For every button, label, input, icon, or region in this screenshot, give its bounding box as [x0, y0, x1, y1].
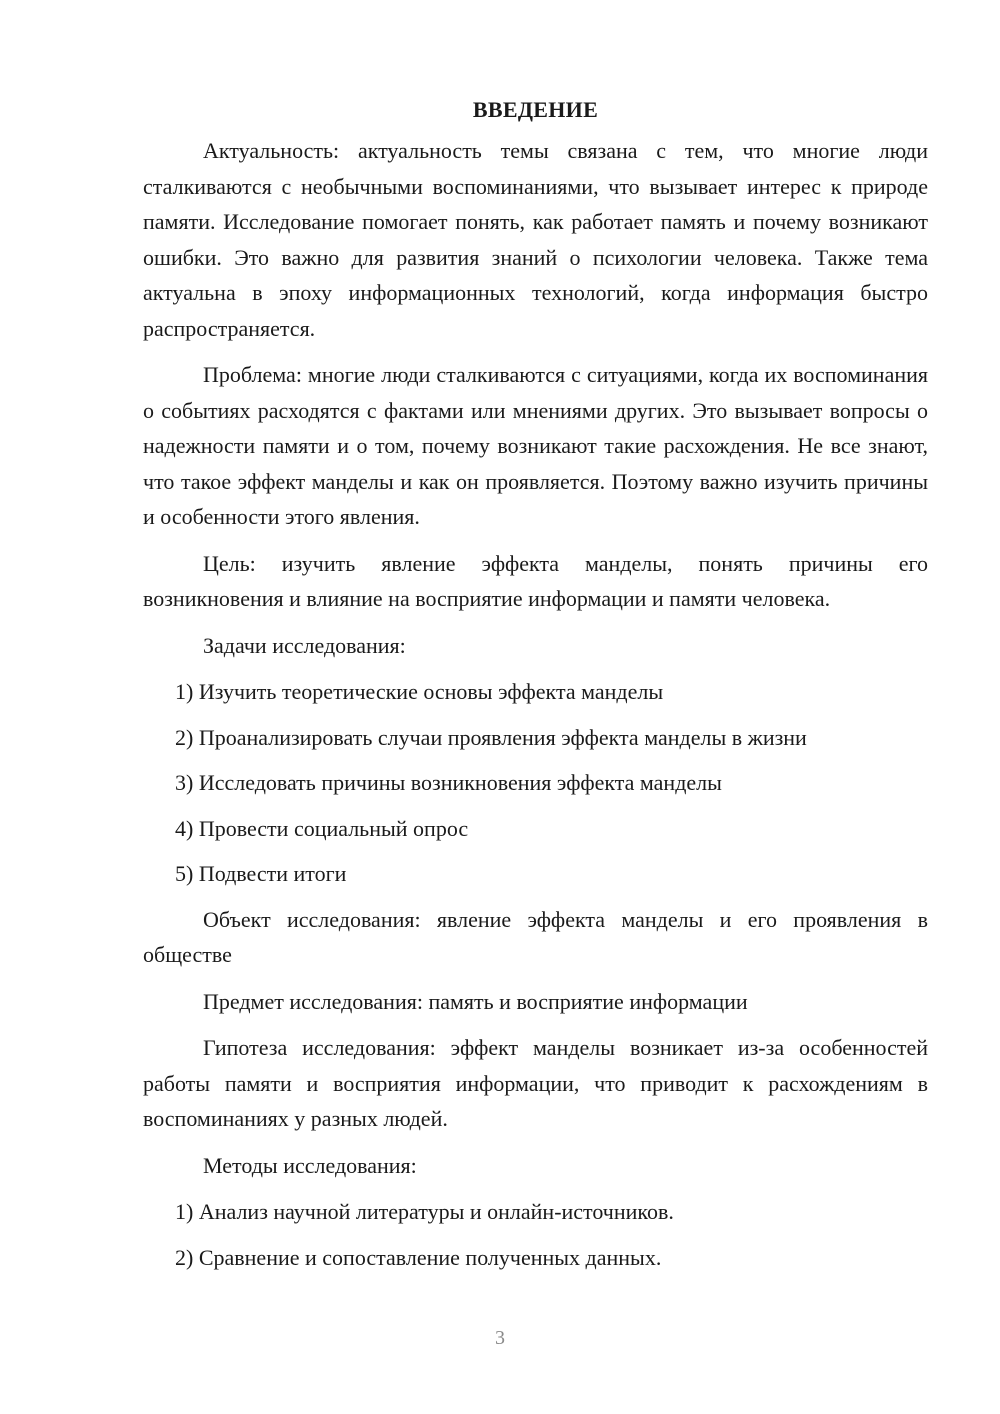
task-item: 5) Подвести итоги — [175, 861, 347, 886]
hypothesis-paragraph: Гипотеза исследования: эффект манделы возникает из-за особенностей работы памяти и восприятия информации, что приводит к расхождениям в воспоминаниях у разных людей. — [143, 1035, 928, 1131]
method-item: 1) Анализ научной литературы и онлайн-источников. — [175, 1199, 674, 1224]
method-item: 2) Сравнение и сопоставление полученных данных. — [175, 1244, 662, 1270]
goal-paragraph: Цель: изучить явление эффекта манделы, понять причины его возникновения и влияние на восприятие информации и памяти человека. — [143, 550, 928, 611]
task-item: 2) Проанализировать случаи проявления эффекта манделы в жизни — [175, 724, 807, 750]
problem-paragraph: Проблема: многие люди сталкиваются с ситуациями, когда их воспоминания о событиях расходятся с фактами или мнениями других. Это вызывает вопросы о надежности памяти и о том, почему возникают такие расхождения. Не все знают, что такое эффект манделы и как он проявляется. Поэтому важно изучить причины и особенности этого явления. — [143, 362, 928, 529]
object-paragraph: Объект исследования: явление эффекта манделы и его проявления в обществе — [143, 906, 928, 967]
tasks-list — [143, 674, 928, 892]
methods-list — [143, 1194, 928, 1275]
section-heading: ВВЕДЕНИЕ — [472, 97, 599, 122]
page-body — [143, 95, 928, 1285]
task-item: 3) Исследовать причины возникновения эффекта манделы — [175, 770, 722, 795]
subject-paragraph: Предмет исследования: память и восприятие информации — [203, 988, 748, 1014]
task-item: 1) Изучить теоретические основы эффекта манделы — [175, 679, 664, 704]
methods-title: Методы исследования: — [203, 1152, 417, 1178]
tasks-title: Задачи исследования: — [203, 632, 406, 658]
task-item: 4) Провести социальный опрос — [175, 815, 469, 841]
relevance-paragraph: Актуальность: актуальность темы связана с тем, что многие люди сталкиваются с необычными воспоминаниями, что вызывает интерес к природе памяти. Исследование помогает понять, как работает память и почему возникают ошибки. Это важно для развития знаний о психологии человека. Также тема актуальна в эпоху информационных технологий, когда информация быстро распространяется. — [143, 138, 928, 341]
page-number: 3 — [495, 1327, 505, 1349]
